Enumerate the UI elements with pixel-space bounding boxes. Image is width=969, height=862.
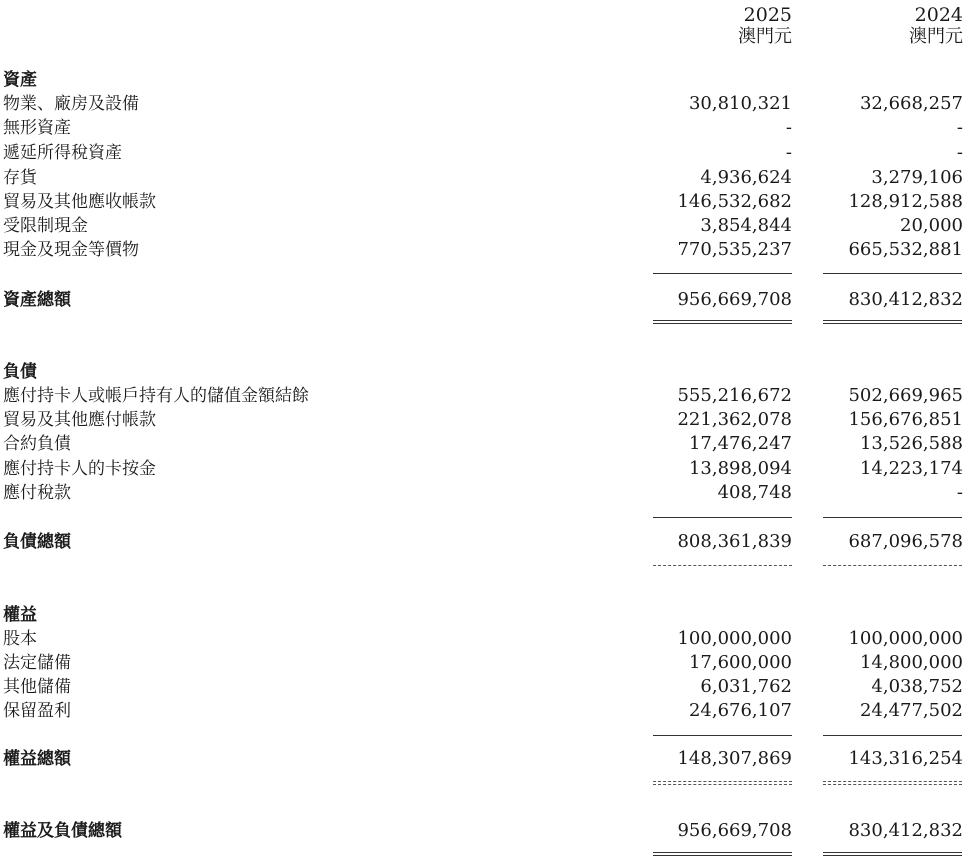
table-row (0, 432, 969, 456)
value-2024: 14,800,000 (859, 652, 963, 673)
value-2024: - (956, 142, 963, 163)
row-label: 應付持卡人的卡按金 (3, 459, 156, 479)
value-2025: 17,600,000 (688, 652, 792, 673)
value-2025: - (785, 117, 792, 138)
table-row (0, 699, 969, 723)
grand-total-2024: 830,412,832 (848, 820, 963, 841)
grand-total-row (0, 819, 969, 843)
value-2025: 770,535,237 (677, 239, 792, 260)
row-label: 保留盈利 (3, 701, 71, 721)
liabilities-total-2024: 687,096,578 (848, 531, 963, 552)
currency-2025-label: 澳門元 (738, 26, 792, 47)
table-row (0, 190, 969, 214)
grand-total-label: 權益及負債總額 (3, 821, 122, 841)
row-label: 法定儲備 (3, 653, 71, 673)
dashed-rule-2025 (653, 565, 792, 566)
liabilities-section-title-row (0, 360, 969, 384)
value-2024: 24,477,502 (859, 700, 963, 721)
table-row (0, 92, 969, 116)
value-2024: 3,279,106 (871, 167, 963, 188)
table-row (0, 457, 969, 481)
row-label: 現金及現金等價物 (3, 240, 139, 260)
table-row (0, 651, 969, 675)
equity-section-title-row (0, 603, 969, 627)
value-2025: 100,000,000 (677, 628, 792, 649)
assets-total-row (0, 288, 969, 312)
subtotal-rule-2024 (823, 735, 962, 736)
row-label: 物業、廠房及設備 (3, 94, 139, 114)
row-label: 存貨 (3, 168, 37, 188)
value-2025: 146,532,682 (677, 191, 792, 212)
row-label: 合約負債 (3, 434, 71, 454)
grand-total-double-rule-2025 (653, 852, 792, 856)
header-2024 (813, 4, 963, 48)
value-2024: - (956, 117, 963, 138)
equity-section-title: 權益 (3, 605, 37, 625)
grand-total-double-rule-2024 (823, 852, 962, 856)
table-row (0, 627, 969, 651)
value-2024: - (956, 482, 963, 503)
value-2025: 6,031,762 (700, 676, 792, 697)
assets-section-title: 資產 (3, 70, 37, 90)
value-2025: 30,810,321 (688, 93, 792, 114)
table-row (0, 214, 969, 238)
assets-section-title-row (0, 68, 969, 92)
total-double-rule-2025 (653, 320, 792, 324)
table-row (0, 384, 969, 408)
year-2025-label: 2025 (743, 4, 792, 26)
value-2024: 100,000,000 (848, 628, 963, 649)
row-label: 遞延所得稅資產 (3, 143, 122, 163)
table-row (0, 408, 969, 432)
value-2024: 14,223,174 (859, 458, 963, 479)
value-2025: 221,362,078 (677, 409, 792, 430)
liabilities-total-2025: 808,361,839 (677, 531, 792, 552)
subtotal-rule-2025 (653, 273, 792, 274)
value-2024: 128,912,588 (848, 191, 963, 212)
row-label: 貿易及其他應收帳款 (3, 192, 156, 212)
subtotal-rule-2025 (653, 517, 792, 518)
currency-2024-label: 澳門元 (909, 26, 963, 47)
equity-total-2025: 148,307,869 (677, 748, 792, 769)
row-label: 無形資產 (3, 118, 71, 138)
value-2025: 17,476,247 (688, 433, 792, 454)
liabilities-total-label: 負債總額 (3, 532, 71, 552)
table-row (0, 141, 969, 165)
value-2025: 4,936,624 (700, 167, 792, 188)
table-row (0, 166, 969, 190)
value-2025: 13,898,094 (688, 458, 792, 479)
table-row (0, 116, 969, 140)
value-2024: 13,526,588 (859, 433, 963, 454)
row-label: 股本 (3, 629, 37, 649)
liabilities-total-row (0, 530, 969, 554)
double-dashed-rule-2025 (653, 781, 792, 785)
equity-total-row (0, 747, 969, 771)
value-2025: - (785, 142, 792, 163)
liabilities-section-title: 負債 (3, 362, 37, 382)
row-label: 貿易及其他應付帳款 (3, 410, 156, 430)
subtotal-rule-2024 (823, 273, 962, 274)
total-double-rule-2024 (823, 320, 962, 324)
table-row (0, 481, 969, 505)
row-label: 受限制現金 (3, 216, 88, 236)
value-2024: 156,676,851 (848, 409, 963, 430)
assets-total-2024: 830,412,832 (848, 289, 963, 310)
value-2025: 408,748 (717, 482, 792, 503)
grand-total-2025: 956,669,708 (677, 820, 792, 841)
assets-total-2025: 956,669,708 (677, 289, 792, 310)
value-2024: 32,668,257 (859, 93, 963, 114)
value-2025: 555,216,672 (677, 385, 792, 406)
year-2024-label: 2024 (914, 4, 963, 26)
subtotal-rule-2025 (653, 735, 792, 736)
value-2024: 4,038,752 (871, 676, 963, 697)
header-2025 (642, 4, 792, 48)
equity-total-label: 權益總額 (3, 749, 71, 769)
row-label: 應付稅款 (3, 483, 71, 503)
subtotal-rule-2024 (823, 517, 962, 518)
table-row (0, 238, 969, 262)
row-label: 其他儲備 (3, 677, 71, 697)
table-row (0, 675, 969, 699)
dashed-rule-2024 (823, 565, 962, 566)
value-2024: 665,532,881 (848, 239, 963, 260)
value-2025: 3,854,844 (700, 215, 792, 236)
value-2024: 502,669,965 (848, 385, 963, 406)
assets-total-label: 資產總額 (3, 290, 71, 310)
equity-total-2024: 143,316,254 (848, 748, 963, 769)
row-label: 應付持卡人或帳戶持有人的儲值金額結餘 (3, 386, 309, 406)
value-2025: 24,676,107 (688, 700, 792, 721)
value-2024: 20,000 (900, 215, 963, 236)
double-dashed-rule-2024 (823, 781, 962, 785)
